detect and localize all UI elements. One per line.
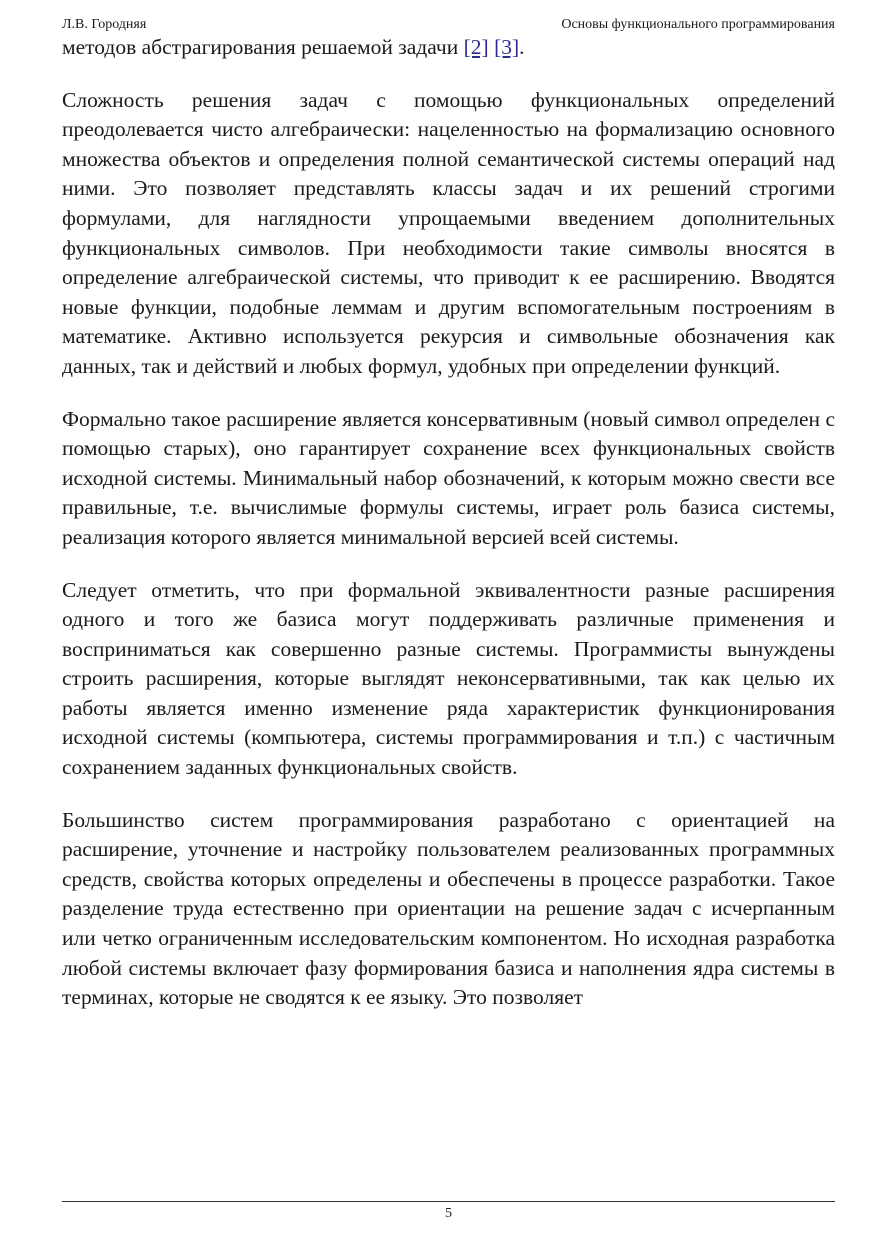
running-header — [62, 15, 835, 35]
paragraph: Большинство систем программирования разработано с ориентацией на расширение, уточнение и настройку пользователем реализованных программных средств, свойства которых определены и обеспечены в процессе разработки. Такое разделение труда естественно при ориентации на решение задач с исчерпанным или четко ограниченным исследовательским компонентом. Но исходная разработка любой системы включает фазу формирования базиса и наполнения ядра системы в терминах, которые не сводятся к ее языку. Это позволяет — [62, 807, 835, 1010]
lead-paragraph — [62, 33, 835, 63]
paragraph: Формально такое расширение является консервативным (новый символ определен с помощью старых), оно гарантирует сохранение всех функциональных свойств исходной системы. Минимальный набор обозначений, к которым можно свести все правильные, т.е. вычислимые формулы системы, играет роль базиса системы, реализация которого является минимальной версией всей системы. — [62, 406, 835, 549]
footer-divider — [62, 1201, 835, 1202]
lead-end: . — [519, 35, 525, 59]
lead-text: методов абстрагирования решаемой задачи — [62, 35, 464, 59]
header-title: Основы функционального программирования — [561, 17, 835, 32]
paragraph: Сложность решения задач с помощью функциональных определений преодолевается чисто алгебраически: нацеленностью на формализацию основного множества объектов и определения полной семантической системы операций над ними. Это позволяет представлять классы задач и их решений строгими формулами, для наглядности упрощаемыми введением дополнительных функциональных символов. При необходимости такие символы вносятся в определение алгебраической системы, что приводит к ее расширению. Вводятся новые функции, подобные леммам и другим вспомогательным построениям в математике. Активно используется рекурсия и символьные обозначения как данных, так и действий и любых формул, удобных при определении функций. — [62, 87, 835, 378]
header-author: Л.В. Городняя — [62, 17, 147, 32]
page-number: 5 — [445, 1206, 452, 1221]
citation-link-2[interactable]: [2] — [463, 35, 489, 59]
citation-link-3[interactable]: [3] — [494, 35, 520, 59]
paragraph: Следует отметить, что при формальной эквивалентности разные расширения одного и того же базиса могут поддерживать различные применения и восприниматься как совершенно разные системы. Программисты вынуждены строить расширения, которые выглядят неконсервативными, так как целью их работы является именно изменение ряда характеристик функционирования исходной системы (компьютера, системы программирования и т.п.) с частичным сохранением заданных функциональных свойств. — [62, 577, 835, 780]
page-body — [62, 33, 835, 1036]
